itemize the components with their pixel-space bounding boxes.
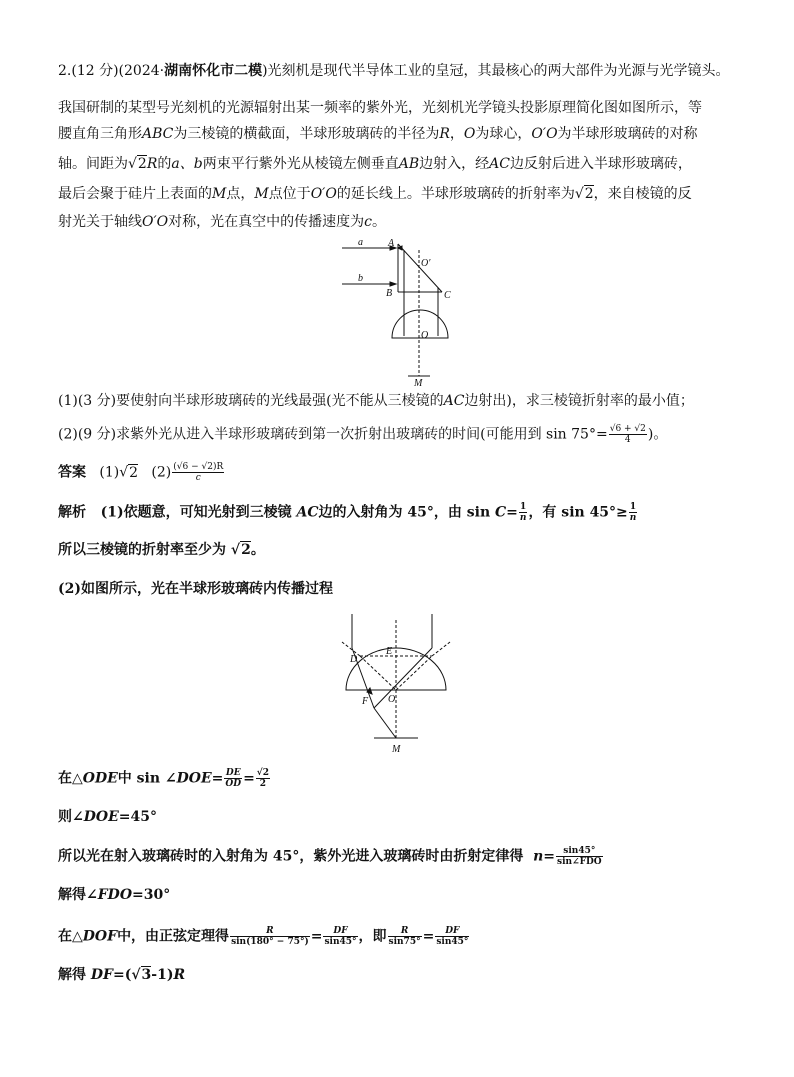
problem-source: 湖南怀化市二模 <box>164 63 263 79</box>
analysis-line-2: 所以三棱镜的折射率至少为 √2。 <box>58 542 265 558</box>
label-A: A <box>388 238 395 249</box>
figure-hemisphere-path <box>340 612 460 757</box>
label-O-prime: O′ <box>421 258 431 269</box>
label-O-2: O <box>388 694 396 705</box>
problem-text-line-5: 射光关于轴线O′O对称，光在真空中的传播速度为c。 <box>58 214 386 230</box>
analysis-line-5: 则∠DOE=45° <box>58 809 157 825</box>
problem-intro: )光刻机是现代半导体工业的皇冠，其最核心的两大部件为光源与光学镜头。 <box>262 63 730 79</box>
label-O: O <box>421 330 429 341</box>
label-F: F <box>362 696 369 707</box>
prism-edge-ac <box>398 244 442 292</box>
analysis-line-1: 解析 (1)依题意，可知光射到三棱镜 AC边的入射角为 45°，由 sin C= $\frac{1}{n}$ ，有 sin 45°≥ $\frac{1}{n}$ <box>58 502 637 523</box>
problem-text-line-1: 我国研制的某型号光刻机的光源辐射出某一频率的紫外光，光刻机光学镜头投影原理简化图如图所示，等 <box>58 100 702 116</box>
fraction-sin75: $\frac{√6 + √2}{4}$ <box>609 424 646 445</box>
label-C: C <box>444 290 451 301</box>
label-D: D <box>350 654 358 665</box>
label-M: M <box>414 378 423 386</box>
analysis-line-7: 解得∠FDO=30° <box>58 887 171 903</box>
analysis-line-6: 所以光在射入玻璃砖时的入射角为 45°，紫外光进入玻璃砖时由折射定律得 n= $\frac{\sin 45^\circ}{\text{sin∠FDO}}$ <box>58 846 602 867</box>
hemisphere-2 <box>346 648 446 690</box>
question-1: (1)(3 分)要使射向半球形玻璃砖的光线最强(光不能从三棱镜的AC边射出)，求三棱镜折射率的最小值； <box>58 393 694 409</box>
answer-fraction: $\frac{(√6 - √2)R}{c}$ <box>173 462 224 483</box>
label-b: b <box>358 273 363 284</box>
figure-prism-hemisphere <box>330 236 470 386</box>
problem-number: 2.(12 分)(2024· <box>58 63 165 79</box>
hemisphere <box>392 310 448 338</box>
label-E: E <box>386 646 393 657</box>
answer-label: 答案 <box>58 464 86 481</box>
problem-text-line-2: 腰直角三角形ABC为三棱镜的横截面，半球形玻璃砖的半径为R，O为球心，O′O为半球形玻璃砖的对称 <box>58 126 698 142</box>
label-a: a <box>358 237 363 248</box>
answer-line: 答案 (1)√2 (2) $\frac{(√6 - √2)R}{c}$ <box>58 462 224 483</box>
problem-text-line-3: 轴。间距为√2R的a、b两束平行紫外光从棱镜左侧垂直AB边射入，经AC边反射后进入半球形玻璃砖， <box>58 156 692 172</box>
analysis-line-3: (2)如图所示，光在半球形玻璃砖内传播过程 <box>58 581 333 597</box>
label-M-2: M <box>392 744 401 755</box>
analysis-line-4: 在△ODE中 sin ∠DOE= $\frac{DE}{OD}$ = $\frac{√2}{2}$ <box>58 768 269 789</box>
problem-header <box>58 62 730 80</box>
label-B: B <box>386 288 393 299</box>
analysis-label: 解析 <box>58 504 86 521</box>
question-2: (2)(9 分)求紫外光从进入半球形玻璃砖到第一次折射出玻璃砖的时间(可能用到 sin 75°= $\frac{√6 + √2}{4}$ )。 <box>58 424 668 445</box>
analysis-line-8: 在△DOF中，由正弦定理得 $\frac{R}{\sin(180^\circ - 75^\circ)}$ = $\frac{DF}{\sin 45^\circ}$ ，即 $\frac{R}{\sin 75^\circ}$ = $\frac{DF}{\sin 45^\circ}$ <box>58 926 469 947</box>
analysis-line-9: 解得 DF=(√3-1)R <box>58 967 186 983</box>
problem-text-line-4: 最后会聚于硅片上表面的M点，M点位于O′O的延长线上。半球形玻璃砖的折射率为√2，来自棱镜的反 <box>58 186 692 202</box>
